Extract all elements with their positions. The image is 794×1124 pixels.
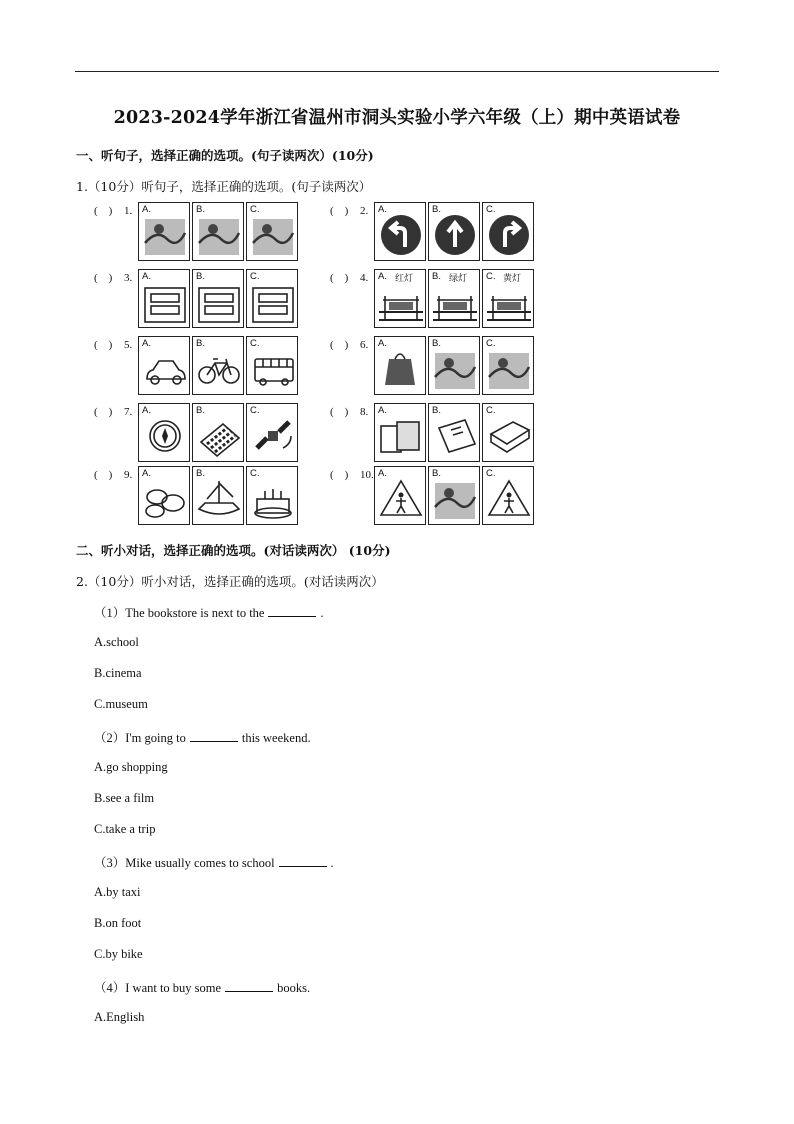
- answer-blank: [190, 730, 238, 742]
- choice-letter: A.: [378, 204, 387, 215]
- sub-question-1-stem: （1）The bookstore is next to the: [94, 606, 265, 620]
- choice-letter: C.: [486, 338, 496, 349]
- question-number: 6.: [360, 339, 369, 351]
- answer-blank: [225, 980, 273, 992]
- page-title: 2023-2024学年浙江省温州市洞头实验小学六年级（上）期中英语试卷: [113, 108, 681, 128]
- answer-parentheses[interactable]: ( ): [330, 205, 349, 217]
- choice-a-picture[interactable]: [374, 202, 426, 261]
- choice-c-picture[interactable]: [246, 336, 298, 395]
- picture-question-4: [330, 269, 536, 331]
- answer-parentheses[interactable]: ( ): [94, 469, 113, 481]
- choice-letter: A.: [142, 271, 151, 282]
- option-3c[interactable]: C.by bike: [94, 947, 143, 961]
- choice-letter: A.: [142, 405, 151, 416]
- picture-question-7: [94, 403, 300, 465]
- option-1a[interactable]: A.school: [94, 635, 139, 649]
- choice-caption: 绿灯: [449, 274, 468, 284]
- sub-question-2-stem: （2）I'm going to: [94, 731, 186, 745]
- header-rule: [75, 71, 719, 72]
- choice-a-picture[interactable]: [138, 466, 190, 525]
- answer-blank: [279, 855, 327, 867]
- answer-parentheses[interactable]: ( ): [330, 406, 349, 418]
- choice-b-picture[interactable]: [192, 466, 244, 525]
- question-number: 4.: [360, 272, 369, 284]
- choice-b-picture[interactable]: [428, 269, 480, 328]
- section-1-heading: 一、听句子，选择正确的选项。(句子读两次）(10分): [76, 148, 374, 163]
- question-number: 5.: [124, 339, 133, 351]
- choice-letter: B.: [196, 405, 205, 416]
- choice-letter: B.: [432, 271, 441, 282]
- option-2c[interactable]: C.take a trip: [94, 822, 156, 836]
- sub-question-1: [94, 603, 324, 621]
- option-3b[interactable]: B.on foot: [94, 916, 142, 930]
- choice-letter: B.: [196, 204, 205, 215]
- choice-letter: A.: [142, 338, 151, 349]
- sub-question-3: [94, 853, 334, 871]
- picture-question-8: [330, 403, 536, 465]
- sub-question-4-tail: books.: [277, 981, 311, 995]
- choice-b-picture[interactable]: [428, 202, 480, 261]
- choice-letter: B.: [196, 338, 205, 349]
- choice-a-picture[interactable]: [374, 466, 426, 525]
- choice-a-picture[interactable]: [374, 403, 426, 462]
- choice-a-picture[interactable]: [138, 403, 190, 462]
- choice-c-picture[interactable]: [482, 336, 534, 395]
- choice-a-picture[interactable]: [374, 336, 426, 395]
- choice-letter: C.: [486, 204, 496, 215]
- choice-letter: C.: [250, 338, 260, 349]
- choice-letter: C.: [250, 204, 260, 215]
- choice-b-picture[interactable]: [428, 466, 480, 525]
- question-number: 10.: [360, 469, 374, 481]
- choice-b-picture[interactable]: [192, 403, 244, 462]
- answer-blank: [268, 605, 316, 617]
- choice-c-picture[interactable]: [482, 269, 534, 328]
- picture-question-5: [94, 336, 300, 398]
- question-number: 2.: [360, 205, 369, 217]
- question-number: 3.: [124, 272, 133, 284]
- question-number: 7.: [124, 406, 133, 418]
- sub-question-4: [94, 978, 310, 996]
- choice-a-picture[interactable]: [138, 336, 190, 395]
- choice-letter: A.: [378, 271, 387, 282]
- option-1c[interactable]: C.museum: [94, 697, 148, 711]
- choice-letter: B.: [432, 338, 441, 349]
- choice-letter: B.: [432, 405, 441, 416]
- choice-c-picture[interactable]: [246, 269, 298, 328]
- answer-parentheses[interactable]: ( ): [330, 469, 349, 481]
- picture-question-6: [330, 336, 536, 398]
- choice-caption: 黄灯: [503, 274, 522, 284]
- choice-letter: A.: [378, 468, 387, 479]
- choice-letter: C.: [486, 405, 496, 416]
- choice-c-picture[interactable]: [482, 466, 534, 525]
- sub-question-3-tail: .: [330, 856, 334, 870]
- choice-b-picture[interactable]: [192, 336, 244, 395]
- answer-parentheses[interactable]: ( ): [94, 205, 113, 217]
- question-1-stem: 1.（10分）听句子，选择正确的选项。(句子读两次）: [76, 179, 372, 194]
- option-2b[interactable]: B.see a film: [94, 791, 155, 805]
- picture-question-2: [330, 202, 536, 264]
- choice-c-picture[interactable]: [246, 403, 298, 462]
- question-number: 8.: [360, 406, 369, 418]
- choice-c-picture[interactable]: [246, 202, 298, 261]
- sub-question-2-tail: this weekend.: [241, 731, 311, 745]
- choice-letter: A.: [142, 468, 151, 479]
- question-2-stem: 2.（10分）听小对话，选择正确的选项。(对话读两次）: [76, 574, 384, 589]
- picture-question-9: [94, 466, 300, 528]
- choice-letter: C.: [250, 405, 260, 416]
- choice-letter: A.: [378, 405, 387, 416]
- choice-b-picture[interactable]: [192, 202, 244, 261]
- answer-parentheses[interactable]: ( ): [94, 272, 113, 284]
- choice-c-picture[interactable]: [246, 466, 298, 525]
- picture-question-10: [330, 466, 536, 528]
- section-2-heading: 二、听小对话，选择正确的选项。(对话读两次） (10分): [76, 543, 391, 558]
- choice-letter: C.: [250, 468, 260, 479]
- choice-letter: B.: [432, 204, 441, 215]
- answer-parentheses[interactable]: ( ): [94, 339, 113, 351]
- choice-a-picture[interactable]: [374, 269, 426, 328]
- answer-parentheses[interactable]: ( ): [330, 339, 349, 351]
- choice-letter: B.: [196, 468, 205, 479]
- option-4a[interactable]: A.English: [94, 1010, 145, 1024]
- picture-question-1: [94, 202, 300, 264]
- question-number: 9.: [124, 469, 133, 481]
- sub-question-3-stem: （3）Mike usually comes to school: [94, 856, 275, 870]
- choice-b-picture[interactable]: [192, 269, 244, 328]
- choice-letter: C.: [486, 468, 496, 479]
- picture-question-3: [94, 269, 300, 331]
- option-2a[interactable]: A.go shopping: [94, 760, 168, 774]
- choice-letter: A.: [142, 204, 151, 215]
- choice-c-picture[interactable]: [482, 403, 534, 462]
- choice-a-picture[interactable]: [138, 269, 190, 328]
- choice-b-picture[interactable]: [428, 336, 480, 395]
- answer-parentheses[interactable]: ( ): [330, 272, 349, 284]
- choice-letter: C.: [250, 271, 260, 282]
- answer-parentheses[interactable]: ( ): [94, 406, 113, 418]
- sub-question-4-stem: （4）I want to buy some: [94, 981, 222, 995]
- sub-question-1-tail: .: [320, 606, 324, 620]
- choice-letter: B.: [196, 271, 205, 282]
- choice-a-picture[interactable]: [138, 202, 190, 261]
- choice-caption: 红灯: [395, 274, 414, 284]
- choice-c-picture[interactable]: [482, 202, 534, 261]
- choice-letter: A.: [378, 338, 387, 349]
- choice-b-picture[interactable]: [428, 403, 480, 462]
- choice-letter: C.: [486, 271, 496, 282]
- question-number: 1.: [124, 205, 133, 217]
- choice-letter: B.: [432, 468, 441, 479]
- option-1b[interactable]: B.cinema: [94, 666, 142, 680]
- option-3a[interactable]: A.by taxi: [94, 885, 141, 899]
- sub-question-2: [94, 728, 311, 746]
